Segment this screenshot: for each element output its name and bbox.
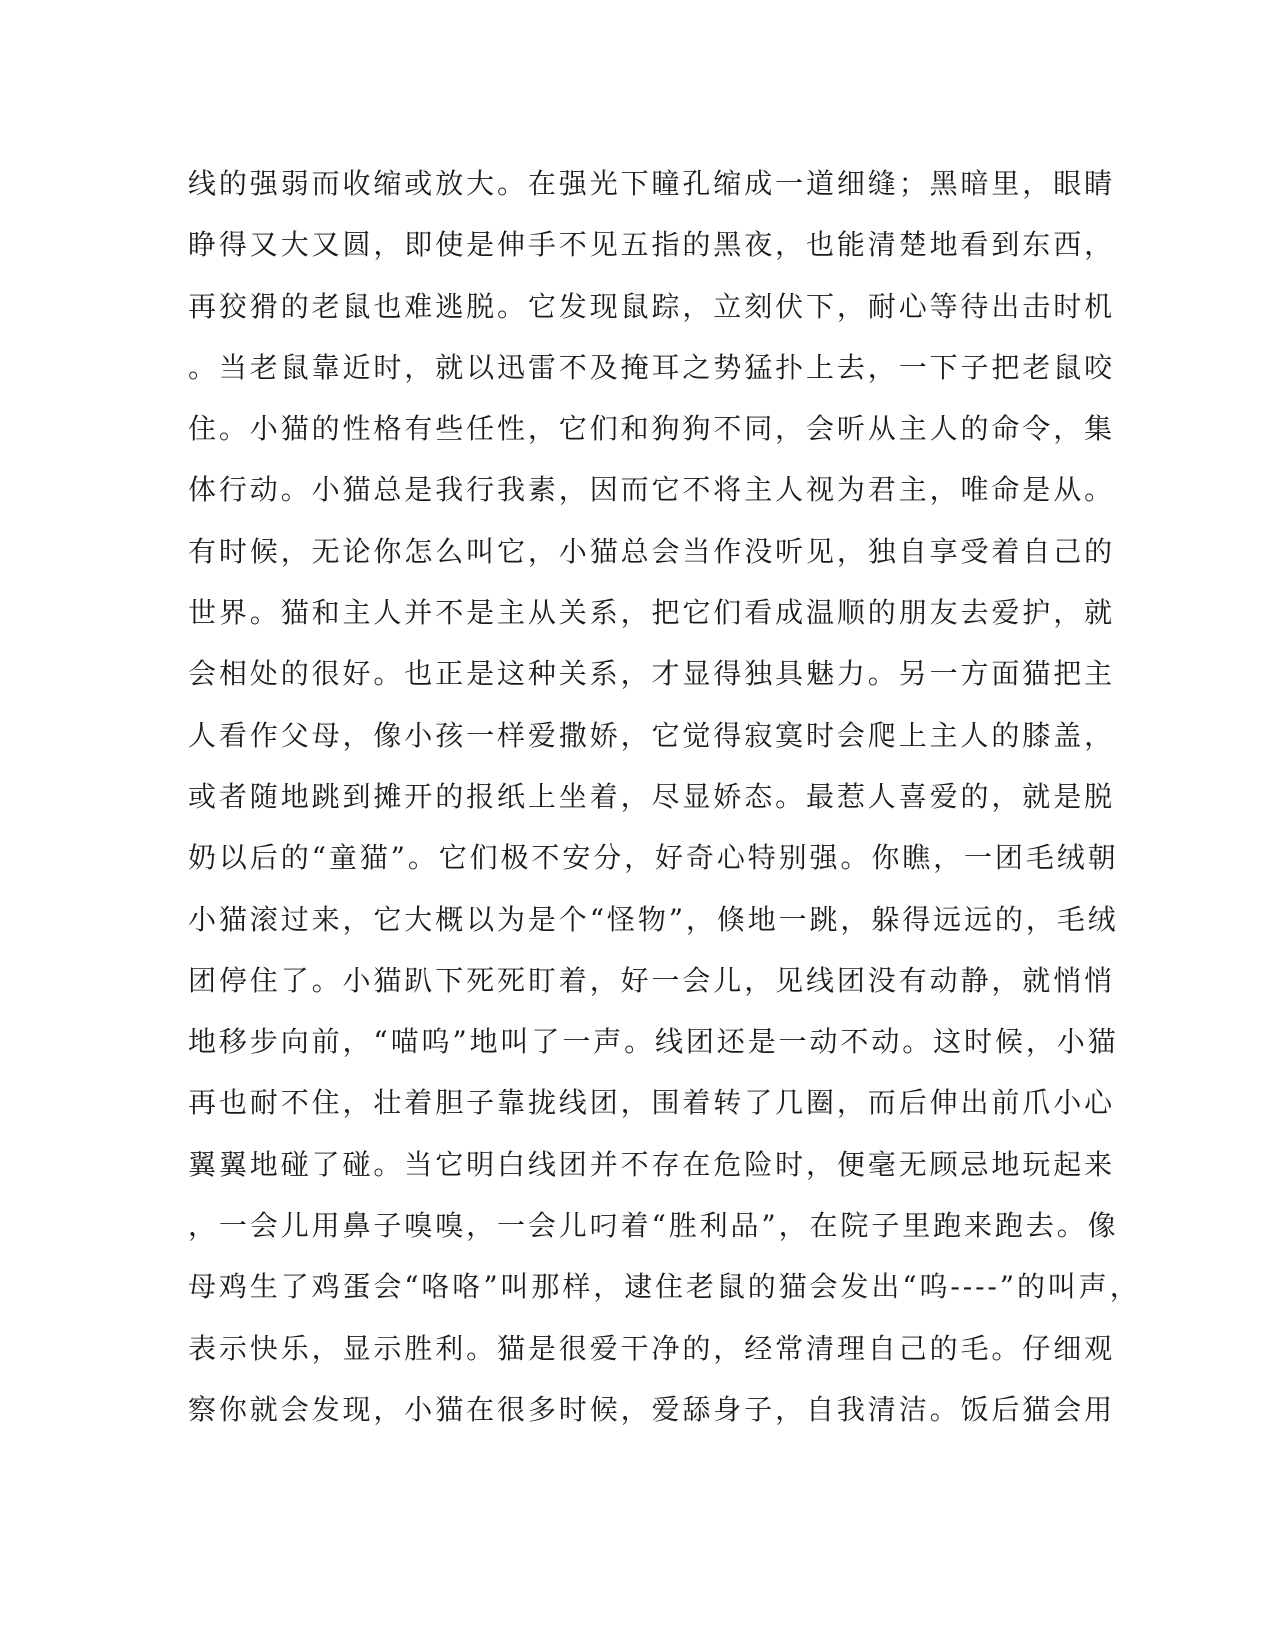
text-line: 线的强弱而收缩或放大。在强光下瞳孔缩成一道细缝；黑暗里，眼睛 [188, 167, 1116, 200]
text-line: 会相处的很好。也正是这种关系，才显得独具魅力。另一方面猫把主 [188, 657, 1116, 691]
text-line: 体行动。小猫总是我行我素，因而它不将主人视为君主，唯命是从。 [188, 473, 1116, 507]
text-line: 地移步向前，“喵呜”地叫了一声。线团还是一动不动。这时候，小猫 [188, 1025, 1119, 1059]
text-line: 察你就会发现，小猫在很多时候，爱舔身子，自我清洁。饭后猫会用 [188, 1392, 1116, 1426]
text-line: 母鸡生了鸡蛋会“咯咯”叫那样，逮住老鼠的猫会发出“呜----”的叫声， [188, 1270, 1141, 1304]
text-line: 人看作父母，像小孩一样爱撒娇，它觉得寂寞时会爬上主人的膝盖， [188, 718, 1116, 752]
text-line: ，一会儿用鼻子嗅嗅，一会儿叼着“胜利品”，在院子里跑来跑去。像 [188, 1209, 1119, 1243]
text-line: 有时候，无论你怎么叫它，小猫总会当作没听见，独自享受着自己的 [188, 534, 1116, 568]
text-line: 住。小猫的性格有些任性，它们和狗狗不同，会听从主人的命令，集 [188, 412, 1116, 446]
text-line: 翼翼地碰了碰。当它明白线团并不存在危险时，便毫无顾忌地玩起来 [188, 1147, 1116, 1181]
text-line: 小猫滚过来，它大概以为是个“怪物”，倏地一跳，躲得远远的，毛绒 [188, 902, 1119, 936]
text-line: 或者随地跳到摊开的报纸上坐着，尽显娇态。最惹人喜爱的，就是脱 [188, 779, 1116, 813]
text-line: 团停住了。小猫趴下死死盯着，好一会儿，见线团没有动静，就悄悄 [188, 963, 1116, 997]
text-line: 再也耐不住，壮着胆子靠拢线团，围着转了几圈，而后伸出前爪小心 [188, 1086, 1116, 1120]
text-line: 奶以后的“童猫”。它们极不安分，好奇心特别强。你瞧，一团毛绒朝 [188, 841, 1119, 875]
text-line: 世界。猫和主人并不是主从关系，把它们看成温顺的朋友去爱护，就 [188, 596, 1116, 630]
text-line: 睁得又大又圆，即使是伸手不见五指的黑夜，也能清楚地看到东西， [188, 228, 1116, 262]
body-text [188, 164, 1141, 1451]
text-line: 再狡猾的老鼠也难逃脱。它发现鼠踪，立刻伏下，耐心等待出击时机 [188, 289, 1116, 323]
text-line: 。当老鼠靠近时，就以迅雷不及掩耳之势猛扑上去，一下子把老鼠咬 [188, 350, 1116, 384]
text-line: 表示快乐，显示胜利。猫是很爱干净的，经常清理自己的毛。仔细观 [188, 1331, 1116, 1365]
